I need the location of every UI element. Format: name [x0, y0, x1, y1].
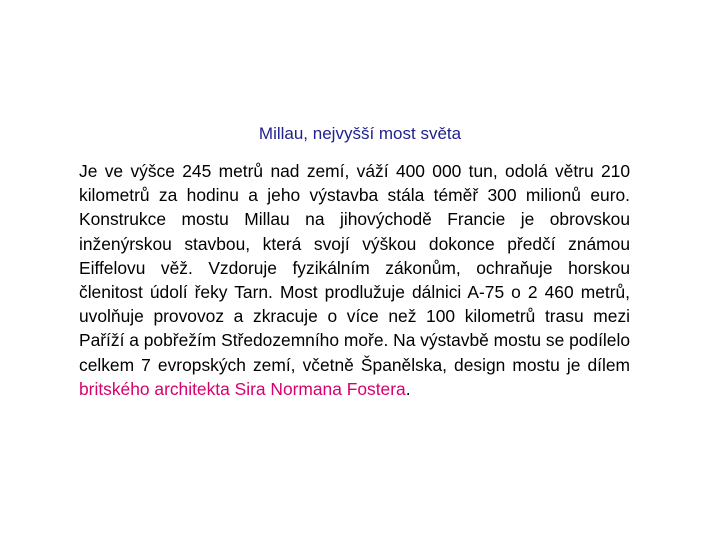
body-text-end: . — [405, 378, 411, 399]
slide-title: Millau, nejvyšší most světa — [258, 124, 462, 143]
architect-name-highlight: britského architekta Sira Normana Fostera — [79, 378, 406, 399]
body-text-main: Je ve výšce 245 metrů nad zemí, váží 400 000 tun, odolá větru 210 kilometrů za hodinu a jeho výstavba stála téměř 300 milionů euro. Konstrukce mostu Millau na jihovýchodě Francie je obrovskou inženýrskou stavbou, která svojí výškou dokonce předčí známou Eiffelovu věž. Vzdoruje fyzikálním zákonům, ochraňuje horskou členitost údolí řeky Tarn. Most prodlužuje dálnici A-75 o 2 460 metrů, uvolňuje provovoz a zkracuje o více než 100 kilometrů trasu mezi Paříží a pobřežím Středozemního moře. Na výstavbě mostu se podílelo celkem 7 evropských zemí, včetně Španělska, design mostu je dílem — [79, 161, 630, 375]
body-paragraph — [79, 159, 630, 401]
